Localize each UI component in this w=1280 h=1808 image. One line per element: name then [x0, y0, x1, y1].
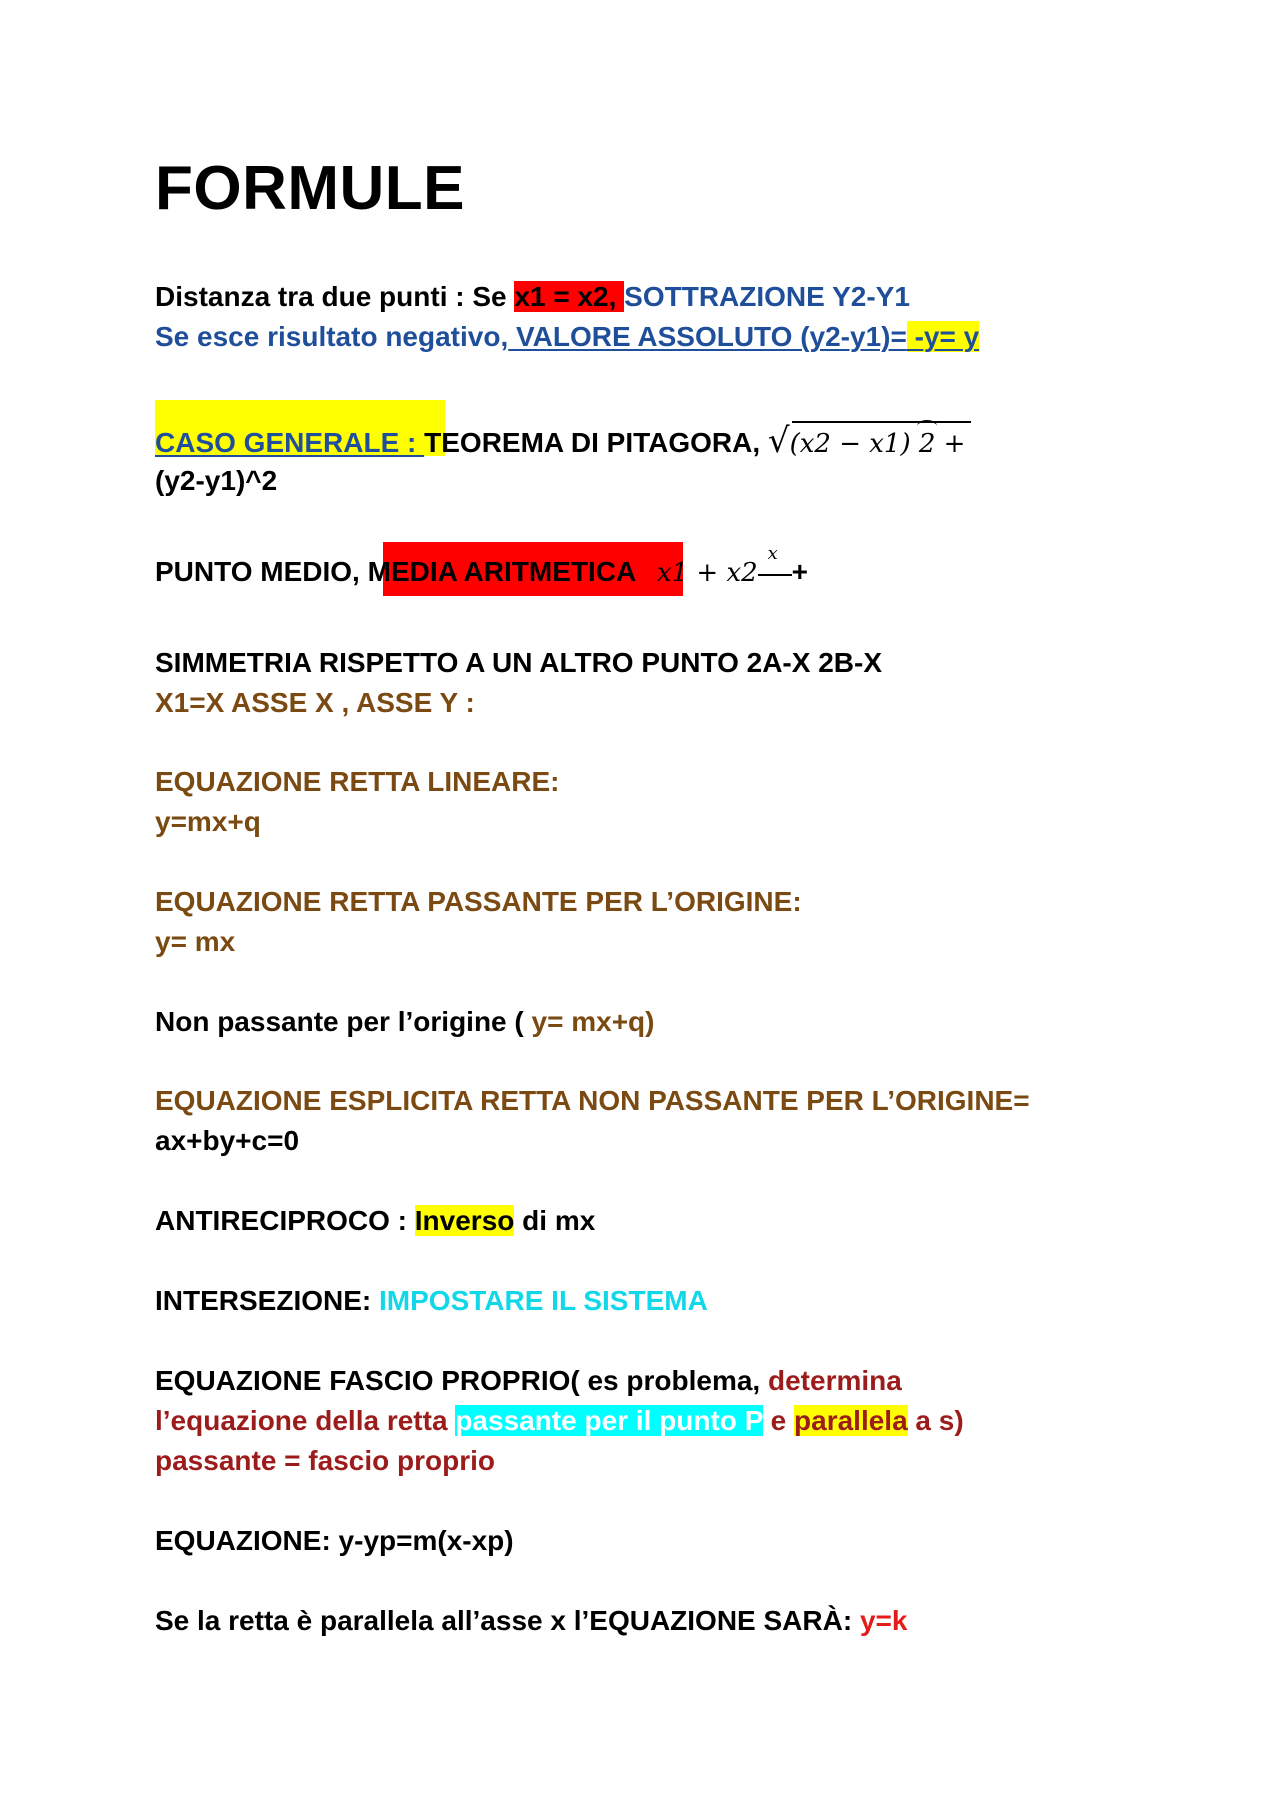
intersection-label: INTERSEZIONE: [155, 1285, 380, 1316]
midpoint-math: x1 + x2 [656, 558, 758, 588]
negative-result-text: Se esce risultato negativo, [155, 321, 509, 352]
pencil-label: EQUAZIONE FASCIO PROPRIO( es problema, [155, 1365, 768, 1396]
symmetry-axes-line: X1=X ASSE X , ASSE Y : [155, 687, 475, 718]
distance-operation: SOTTRAZIONE Y2-Y1 [624, 281, 910, 312]
page-title: FORMULE [155, 154, 466, 223]
sqrt-inner: (x2 − x1) [789, 429, 919, 459]
sqrt-symbol: √ [767, 421, 790, 461]
fraction-numerator: x [767, 542, 778, 564]
pencil-and: e [762, 1405, 795, 1436]
linear-equation-formula: y=mx+q [155, 806, 261, 837]
non-origin-formula: y= mx+q) [531, 1006, 655, 1037]
sqrt-hat-term: 2 [918, 429, 936, 459]
pencil-equation-text: l’equazione della retta [155, 1405, 456, 1436]
antireciprocal-line [155, 1204, 595, 1238]
absolute-value-text: VALORE ASSOLUTO (y2-y1)= [508, 321, 907, 352]
linear-equation-title: EQUAZIONE RETTA LINEARE: [155, 766, 560, 797]
midpoint-label: PUNTO MEDIO, [155, 556, 368, 587]
antireciprocal-highlight: Inverso [414, 1205, 515, 1236]
intersection-line [155, 1284, 708, 1318]
origin-line-title: EQUAZIONE RETTA PASSANTE PER L’ORIGINE: [155, 886, 802, 917]
parallel-label: Se la retta è parallela all’asse x l’EQUAZIONE SARÀ: [155, 1605, 860, 1636]
negative-result-line [155, 320, 979, 354]
sqrt-expression [767, 421, 966, 461]
pencil-parallel: parallela [794, 1405, 908, 1436]
origin-line-formula: y= mx [155, 926, 236, 957]
pythagoras-theorem: TEOREMA DI PITAGORA, [424, 427, 761, 458]
equation-line: EQUAZIONE: y-yp=m(x-xp) [155, 1525, 514, 1556]
distance-condition: x1 = x2, [514, 281, 625, 312]
midpoint-line [155, 542, 809, 590]
midpoint-fraction [758, 542, 792, 587]
pencil-tail: a s) [907, 1405, 964, 1436]
pencil-through-point: passante per il punto P [455, 1405, 763, 1436]
general-case-continuation: (y2-y1)^2 [155, 465, 278, 496]
symmetry-line: SIMMETRIA RISPETTO A UN ALTRO PUNTO 2A-X 2B-X [155, 647, 883, 678]
pencil-line-2 [155, 1404, 964, 1438]
non-origin-line [155, 1005, 654, 1039]
general-case-line [155, 421, 966, 461]
pencil-line-3: passante = fascio proprio [155, 1445, 495, 1476]
intersection-value: IMPOSTARE IL SISTEMA [379, 1285, 708, 1316]
antireciprocal-tail: di mx [514, 1205, 596, 1236]
sqrt-plus: + [935, 429, 966, 459]
parallel-value: y=k [859, 1605, 908, 1636]
pencil-line-1 [155, 1364, 902, 1398]
non-origin-label: Non passante per l’origine ( [155, 1006, 532, 1037]
pencil-determine: determina [768, 1365, 902, 1396]
parallel-line [155, 1604, 907, 1638]
distance-line [155, 280, 910, 314]
distance-label: Distanza tra due punti : Se [155, 281, 515, 312]
antireciprocal-label: ANTIRECIPROCO : [155, 1205, 415, 1236]
arithmetic-mean: MEDIA ARITMETICA [367, 556, 643, 587]
explicit-equation-formula: ax+by+c=0 [155, 1125, 300, 1156]
midpoint-tail: + [791, 556, 809, 587]
explicit-equation-title: EQUAZIONE ESPLICITA RETTA NON PASSANTE PER L’ORIGINE= [155, 1085, 1030, 1116]
general-case-label: CASO GENERALE : [155, 427, 425, 458]
absolute-value-result: -y= y [906, 321, 980, 352]
